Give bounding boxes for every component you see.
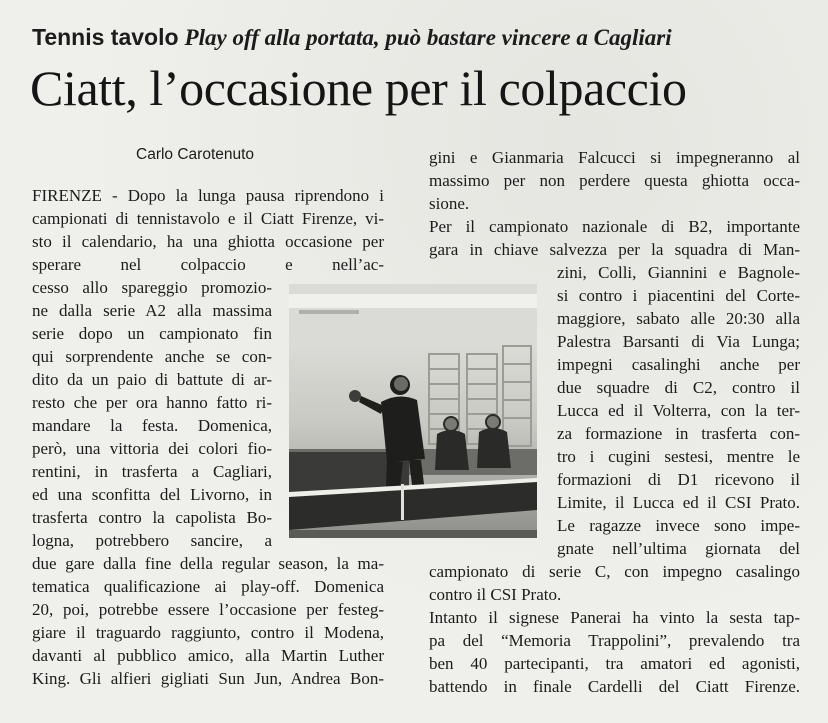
col2-line: pa del “Memoria Trappolini”, prevalendo tra — [429, 631, 800, 650]
col2-line: gini e Gianmaria Falcucci si impegneranno al — [429, 148, 800, 167]
col1-line: giare il traguardo raggiunto, contro il Modena, — [32, 623, 384, 642]
col2-line: za formazione in trasferta con- — [557, 424, 800, 443]
col2-line: gnate nell’ultima giornata del — [557, 539, 800, 558]
col2-line: due squadre di C2, contro il — [557, 378, 800, 397]
col2-line: zini, Colli, Giannini e Bagnole- — [557, 263, 800, 282]
col2-line: ben 40 partecipanti, tra amatori ed agonisti, — [429, 654, 800, 673]
col1-line: qui sorprendente anche se con- — [32, 347, 272, 366]
col1-line: sperare nel colpaccio e nell’ac- — [32, 255, 384, 274]
col1-line: trasferta contro la capolista Bo- — [32, 508, 272, 527]
col1-line: mandare la festa. Domenica, — [32, 416, 272, 435]
col1-line: resto che per ora hanno fatto ri- — [32, 393, 272, 412]
col2-line: tro i cugini sestesi, mentre le — [557, 447, 800, 466]
col2-line: battendo in finale Cardelli del Ciatt Firenze. — [429, 677, 800, 696]
section-label: Tennis tavolo — [32, 24, 179, 50]
col1-line: King. Gli alfieri gigliati Sun Jun, Andrea Bon- — [32, 669, 384, 688]
col2-line: sione. — [429, 194, 470, 213]
kicker — [32, 22, 822, 53]
col2-line: Le ragazze invece sono impe- — [557, 516, 800, 535]
col2-line: maggiore, sabato alle 20:30 alla — [557, 309, 800, 328]
col2-line: massimo per non perdere questa ghiotta occa- — [429, 171, 800, 190]
col2-line: formazioni di D1 ricevono il — [557, 470, 800, 489]
col1-line: ne dalla serie A2 alla massima — [32, 301, 272, 320]
col2-line: Palestra Barsanti di Via Lunga; — [557, 332, 800, 351]
col1-line: davanti al pubblico amico, alla Martin Luther — [32, 646, 384, 665]
col2-line: si contro i piacentini del Corte- — [557, 286, 800, 305]
article-subtitle: Play off alla portata, può bastare vincere a Cagliari — [184, 25, 672, 50]
col1-line: rentini, in trasferta a Cagliari, — [32, 462, 272, 481]
byline: Carlo Carotenuto — [136, 146, 255, 163]
table-tennis-photo — [289, 284, 537, 538]
col1-line: logna, potrebbero sancire, a — [32, 531, 272, 550]
col2-line: Lucca ed il Volterra, con la ter- — [557, 401, 800, 420]
col1-line: campionati di tennistavolo e il Ciatt Firenze, vi- — [32, 209, 384, 228]
col1-line: 20, poi, potrebbe essere l’occasione per festeg- — [32, 600, 384, 619]
col1-line: sto il calendario, ha una ghiotta occasione per — [32, 232, 384, 251]
col1-line: ed una sconfitta del Livorno, in — [32, 485, 272, 504]
col2-line: impegni casalinghi anche per — [557, 355, 800, 374]
col1-line: dito da un paio di battute di ar- — [32, 370, 272, 389]
article-headline: Ciatt, l’occasione per il colpaccio — [30, 60, 687, 116]
col2-line: Per il campionato nazionale di B2, importante — [429, 217, 800, 236]
col2-line: Limite, il Lucca ed il CSI Prato. — [557, 493, 800, 512]
col1-line: serie dopo un campionato fin — [32, 324, 272, 343]
col1-line: due gare dalla fine della regular season, la ma- — [32, 554, 384, 573]
col2-line: contro il CSI Prato. — [429, 585, 562, 604]
col2-line: gara in chiave salvezza per la squadra di Man- — [429, 240, 800, 259]
col2-line: Intanto il signese Panerai ha vinto la sesta tap- — [429, 608, 800, 627]
col1-line: cesso allo spareggio promozio- — [32, 278, 272, 297]
col2-line: campionato di serie C, con impegno casalingo — [429, 562, 800, 581]
col1-line: però, una vittoria dei colori fio- — [32, 439, 272, 458]
col1-line: tematica qualificazione ai play-off. Domenica — [32, 577, 384, 596]
col1-line: FIRENZE - Dopo la lunga pausa riprendono i — [32, 186, 384, 205]
